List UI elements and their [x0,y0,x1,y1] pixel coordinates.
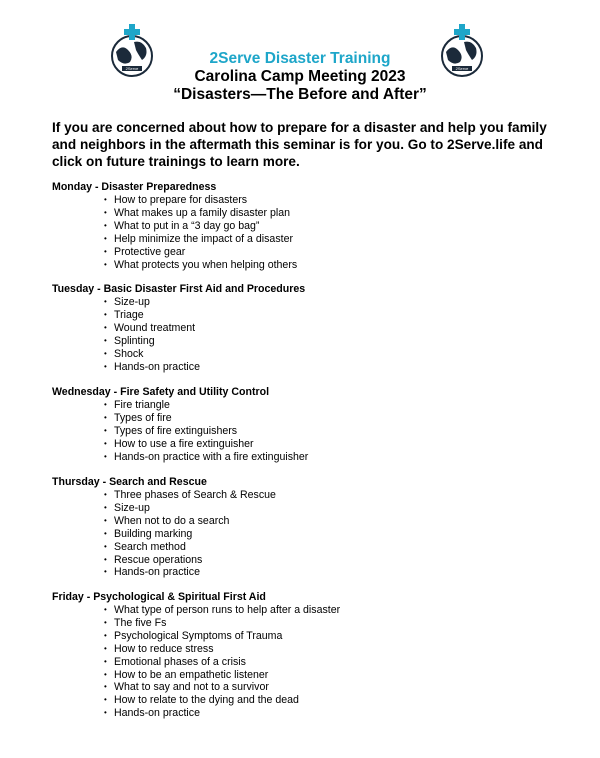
topic-list [52,194,572,271]
event-name: Carolina Camp Meeting 2023 [194,68,406,85]
list-item: • Hands-on practice [114,707,572,720]
list-item: • How to use a fire extinguisher [114,438,572,451]
list-item: • Splinting [114,335,572,348]
list-item: • Size-up [114,502,572,515]
list-item: • Fire triangle [114,399,572,412]
list-item: • Types of fire [114,412,572,425]
list-item: • The five Fs [114,617,572,630]
list-item: • What protects you when helping others [114,259,572,272]
list-item: • Triage [114,309,572,322]
topic-list [52,489,572,579]
list-item: • Psychological Symptoms of Trauma [114,630,572,643]
section-title: Tuesday - Basic Disaster First Aid and Procedures [52,283,306,295]
list-item: • Building marking [114,528,572,541]
list-item: • Protective gear [114,246,572,259]
logo-text: 2Serve [455,66,469,71]
list-item: • Types of fire extinguishers [114,425,572,438]
list-item: • Size-up [114,296,572,309]
list-item: • Search method [114,541,572,554]
topic-list [52,399,572,464]
list-item: • Hands-on practice [114,361,572,374]
list-item: • Emotional phases of a crisis [114,656,572,669]
friday-section [52,591,572,720]
list-item: • Hands-on practice [114,566,572,579]
list-item: • What type of person runs to help after a disaster [114,604,572,617]
wednesday-section [52,386,572,464]
list-item: • Help minimize the impact of a disaster [114,233,572,246]
monday-section [52,181,572,271]
list-item: • How to reduce stress [114,643,572,656]
logo-text: 2Serve [125,66,139,71]
seminar-theme: “Disasters—The Before and After” [173,86,427,103]
section-title: Wednesday - Fire Safety and Utility Control [52,386,270,398]
section-title: Friday - Psychological & Spiritual First Aid [52,591,266,603]
intro-paragraph: If you are concerned about how to prepare for a disaster and help you family and neighbors in the aftermath this seminar is for you. Go to 2Serve.life and click on future trainings to learn more. [52,120,547,169]
list-item: • Shock [114,348,572,361]
page-title: 2Serve Disaster Training [209,50,391,67]
section-title: Thursday - Search and Rescue [52,476,207,488]
list-item: • Rescue operations [114,554,572,567]
list-item: • Wound treatment [114,322,572,335]
list-item: • When not to do a search [114,515,572,528]
thursday-section [52,476,572,579]
topic-list [52,296,572,373]
list-item: • How to relate to the dying and the dead [114,694,572,707]
list-item: • Three phases of Search & Rescue [114,489,572,502]
list-item: • How to prepare for disasters [114,194,572,207]
list-item: • What makes up a family disaster plan [114,207,572,220]
list-item: • What to say and not to a survivor [114,681,572,694]
tuesday-section [52,283,572,373]
topic-list [52,604,572,720]
section-title: Monday - Disaster Preparedness [52,181,217,193]
list-item: • Hands-on practice with a fire extinguisher [114,451,572,464]
list-item: • What to put in a “3 day go bag” [114,220,572,233]
list-item: • How to be an empathetic listener [114,669,572,682]
